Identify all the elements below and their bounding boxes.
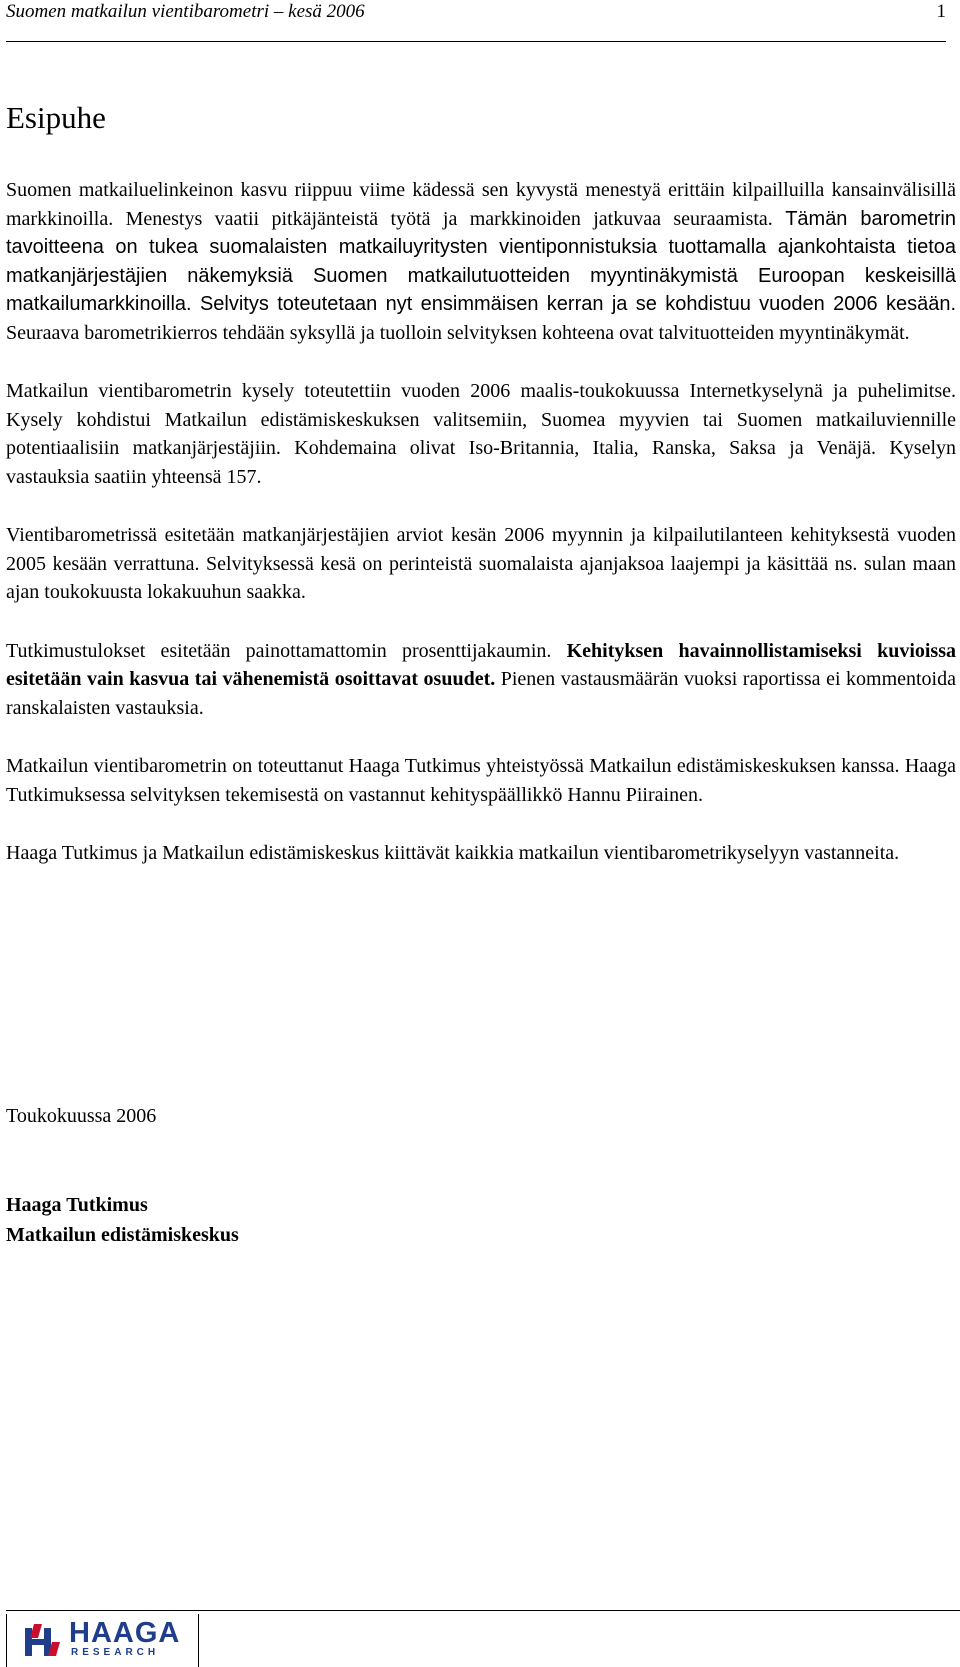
- paragraph-intro-part-a: Suomen matkailuelinkeinon kasvu riippuu viime kädessä sen kyvystä menestyä erittäin kilpailluilla kansainvälisillä markkinoilla. Menestys vaatii pitkäjänteistä työtä ja markkinoiden jatkuvaa seuraamista.: [6, 179, 956, 230]
- signature-block: [6, 1190, 239, 1250]
- header-title: Suomen matkailun vientibarometri – kesä 2006: [6, 1, 365, 22]
- logo-wordmark: HAAGA: [69, 1617, 181, 1649]
- running-header: [6, 0, 946, 32]
- header-divider: [6, 41, 946, 42]
- paragraph-thanks: Haaga Tutkimus ja Matkailun edistämiskeskus kiittävät kaikkia matkailun vientibarometrikyselyyn vastanneita.: [6, 842, 900, 864]
- paragraph-intro-part-c: Seuraava barometrikierros tehdään syksyllä ja tuolloin selvityksen kohteena ovat talvituotteiden myyntinäkymät.: [6, 321, 910, 344]
- paragraph-method-emphasis: Kehityksen havainnollistamiseksi kuvioissa esitetään vain kasvua tai vähenemistä osoittavat osuudet.: [6, 639, 956, 690]
- signature-line-1: Haaga Tutkimus: [6, 1194, 148, 1216]
- paragraph-intro: [6, 176, 956, 347]
- logo-subtitle: RESEARCH: [71, 1647, 160, 1658]
- paragraph-method-part-a: Tutkimustulokset esitetään painottamattomin prosenttijakaumin.: [6, 639, 567, 662]
- paragraph-survey: Matkailun vientibarometrin kysely toteutettiin vuoden 2006 maalis-toukokuussa Internetkyselynä ja puhelimitse. Kysely kohdistui Matkailun edistämiskeskuksen valitsemiin, Suomea myyvien tai Suomen matkailuviennille potentiaalisiin matkanjärjestäjiin. Kohdemaina olivat Iso-Britannia, Italia, Ranska, Saksa ja Venäjä. Kyselyn vastauksia saatiin yhteensä 157.: [6, 380, 956, 488]
- date-line: Toukokuussa 2006: [6, 1105, 157, 1127]
- paragraph-authors: Matkailun vientibarometrin on toteuttanut Haaga Tutkimus yhteistyössä Matkailun edistämiskeskuksen kanssa. Haaga Tutkimuksessa selvityksen tekemisestä on vastannut kehityspäällikkö Hannu Piirainen.: [6, 755, 956, 806]
- page-title: Esipuhe: [6, 100, 106, 135]
- haaga-research-logo: [6, 1614, 199, 1667]
- signature-line-2: Matkailun edistämiskeskus: [6, 1224, 239, 1246]
- paragraph-method: [6, 637, 956, 723]
- paragraph-method-part-c: Pienen vastausmäärän vuoksi raportissa ei kommentoida ranskalaisten vastauksia.: [6, 668, 956, 719]
- footer-divider: [6, 1610, 960, 1611]
- haaga-logo-mark-icon: [25, 1624, 61, 1658]
- paragraph-results: Vientibarometrissä esitetään matkanjärjestäjien arviot kesän 2006 myynnin ja kilpailutilanteen kehityksestä vuoden 2005 kesään verrattuna. Selvityksessä kesä on perinteistä suomalaista ajanjaksoa laajempi ja käsittää ns. sulan maan ajan toukokuusta lokakuuhun saakka.: [6, 524, 956, 603]
- paragraph-intro-part-b: Tämän barometrin tavoitteena on tukea suomalaisten matkailuyritysten vientiponnistuksia tuottamalla ajankohtaista tietoa matkanjärjestäjien näkemyksiä Suomen matkailutuotteiden myyntinäkymistä Euroopan keskeisillä matkailumarkkinoilla. Selvitys toteutetaan nyt ensimmäisen kerran ja se kohdistuu vuoden 2006 kesään.: [6, 207, 956, 315]
- page-number: 1: [936, 1, 946, 22]
- body-text: [6, 176, 956, 898]
